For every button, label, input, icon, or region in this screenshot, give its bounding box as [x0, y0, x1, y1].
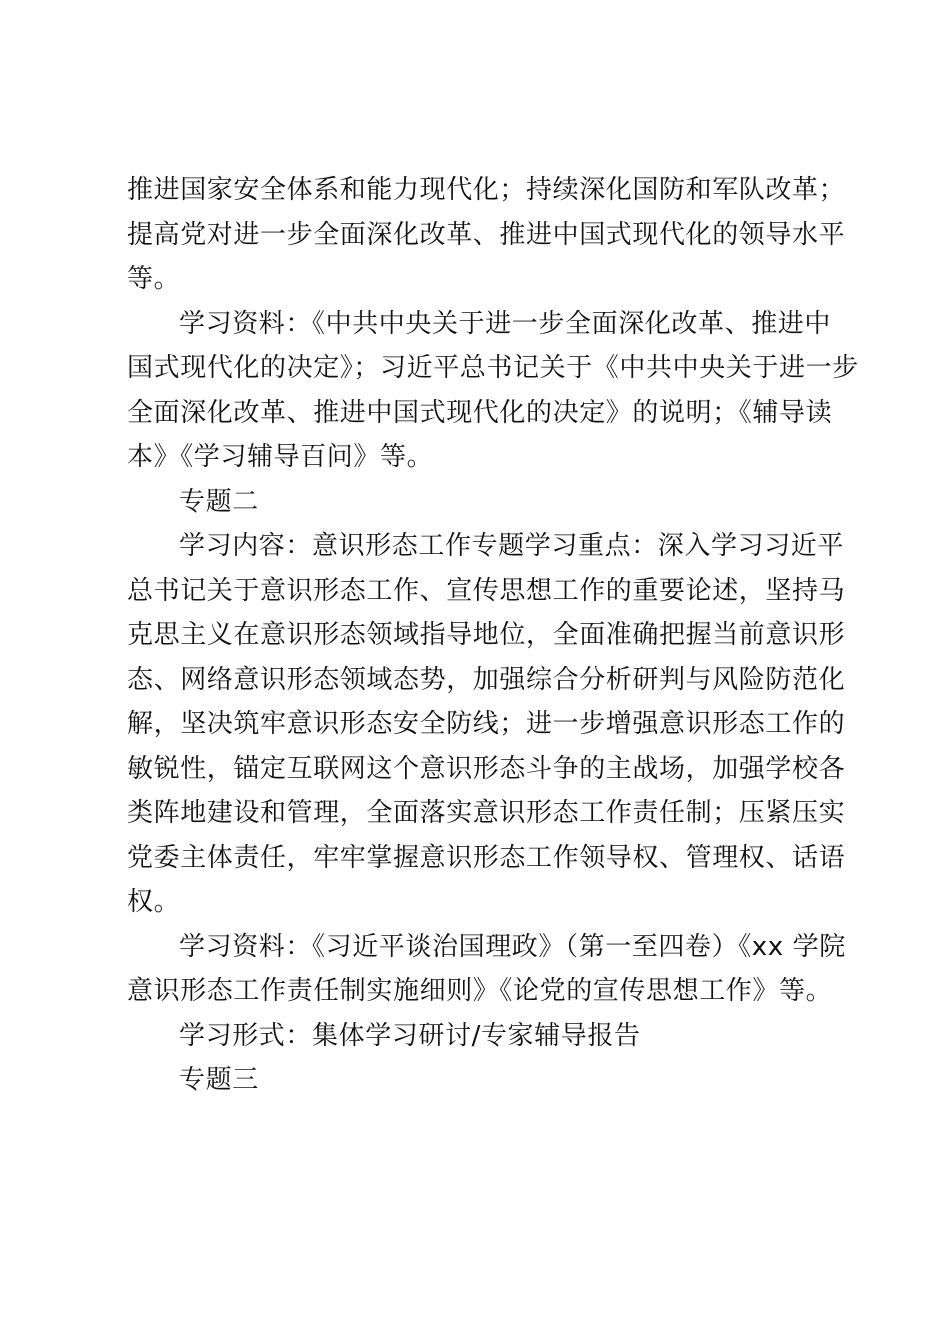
text-line-study-format: 学习形式：集体学习研讨/专家辅导报告 [179, 1020, 641, 1051]
text-line: 类阵地建设和管理，全面落实意识形态工作责任制；压紧压实 [127, 798, 846, 828]
text-line: 态、网络意识形态领域态势，加强综合分析研判与风险防范化 [127, 664, 846, 695]
text-line: 推进国家安全体系和能力现代化；持续深化国防和军队改革； [127, 175, 846, 205]
text-line: 总书记关于意识形态工作、宣传思想工作的重要论述，坚持马 [127, 575, 846, 606]
text-line: 党委主体责任，牢牢掌握意识形态工作领导权、管理权、话语 [127, 842, 846, 873]
text-line: 等。 [127, 264, 181, 294]
topic-heading-three: 专题三 [179, 1065, 259, 1095]
text-line: 敏锐性，锚定互联网这个意识形态斗争的主战场，加强学校各 [127, 753, 846, 784]
text-line: 提高党对进一步全面深化改革、推进中国式现代化的领导水平 [127, 219, 846, 250]
topic-heading-two: 专题二 [179, 486, 259, 517]
text-line: 意识形态工作责任制实施细则》《论党的宣传思想工作》等。 [127, 976, 833, 1006]
text-line: 解，坚决筑牢意识形态安全防线；进一步增强意识形态工作的 [127, 709, 846, 739]
text-line: 国式现代化的决定》；习近平总书记关于《中共中央关于进一步 [127, 353, 859, 383]
text-line: 本》《学习辅导百问》等。 [127, 442, 434, 472]
text-line: 克思主义在意识形态领域指导地位，全面准确把握当前意识形 [127, 620, 846, 650]
text-line-study-content: 学习内容：意识形态工作专题学习重点：深入学习习近平 [179, 531, 845, 561]
text-line: 全面深化改革、推进中国式现代化的决定》的说明；《辅导读 [127, 397, 833, 428]
text-line-study-materials: 学习资料：《中共中央关于进一步全面深化改革、推进中 [179, 308, 832, 339]
document-body [127, 168, 859, 1103]
text-line: 权。 [127, 887, 181, 917]
text-line-study-materials-2: 学习资料：《习近平谈治国理政》（第一至四卷）《xx 学院 [179, 931, 846, 962]
